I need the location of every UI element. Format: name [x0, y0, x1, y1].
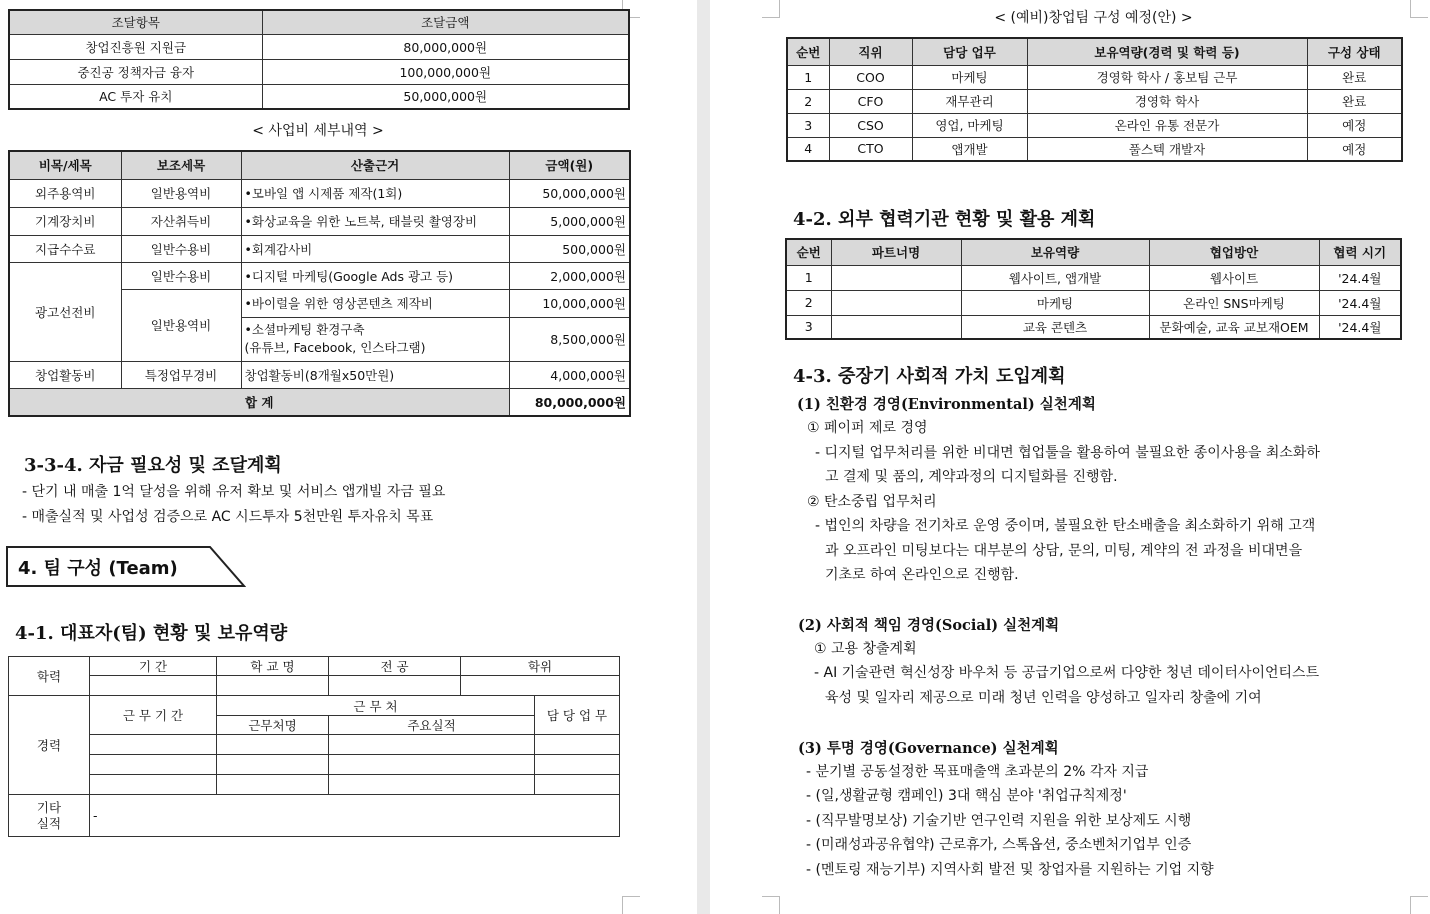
table-cell	[241, 317, 509, 361]
body-text: 기초로 하여 온라인으로 진행함.	[825, 567, 1019, 583]
basis-line: •소셜마케팅 환경구축	[244, 322, 365, 337]
body-text: - (미래성과공유협약) 근로휴가, 스톡옵션, 중소벤처기업부 인증	[806, 837, 1192, 853]
table-header: 담당 업무	[912, 38, 1027, 65]
table-cell: 500,000원	[509, 235, 630, 262]
table-cell: 웹사이트, 앱개발	[961, 265, 1149, 290]
table-cell	[535, 735, 620, 755]
table-header: 순번	[787, 38, 829, 65]
table-cell: 창업활동비(8개월x50만원)	[241, 361, 509, 388]
table-cell	[461, 676, 620, 696]
table-cell	[831, 290, 961, 315]
table-cell: •디지털 마케팅(Google Ads 광고 등)	[241, 262, 509, 289]
table-cell: 온라인 SNS마케팅	[1149, 290, 1319, 315]
table-cell: 창업진흥원 지원금	[9, 34, 262, 59]
table-cell: 특정업무경비	[121, 361, 241, 388]
sub-heading: (1) 친환경 경영(Environmental) 실천계획	[797, 396, 1096, 413]
table-header: 순번	[786, 239, 831, 265]
table-header: 학 교 명	[217, 657, 329, 676]
table-cell: 완료	[1307, 89, 1402, 113]
table-cell: 경영학 학사 / 홍보팀 근무	[1027, 65, 1307, 89]
table-cell: 웹사이트	[1149, 265, 1319, 290]
table-cell: 4	[787, 137, 829, 161]
sub-heading: (3) 투명 경영(Governance) 실천계획	[798, 740, 1059, 757]
table-cell: 외주용역비	[9, 179, 121, 207]
table-header: 담 당 업 무	[535, 696, 620, 735]
table-header: 주요실적	[329, 716, 535, 735]
table-cell	[90, 735, 217, 755]
table-cell	[90, 755, 217, 775]
table-header: 기 간	[90, 657, 217, 676]
table-cell: 기계장치비	[9, 207, 121, 235]
table-cell	[535, 775, 620, 795]
other-achievements-label: 기타 실적	[9, 795, 90, 837]
table-header: 학위	[461, 657, 620, 676]
table-cell: 1	[786, 265, 831, 290]
table-cell: 2,000,000원	[509, 262, 630, 289]
total-label: 합 계	[9, 388, 509, 416]
table-cell: 일반수용비	[121, 262, 241, 289]
table-cell: 영업, 마케팅	[912, 113, 1027, 137]
career-table	[8, 656, 620, 837]
body-text: ① 페이퍼 제로 경영	[807, 420, 928, 436]
table-cell: '24.4월	[1319, 315, 1401, 339]
body-text: 고 결제 및 품의, 계약과정의 디지털화를 진행함.	[825, 469, 1118, 485]
table-cell: 중진공 정책자금 융자	[9, 59, 262, 84]
body-text: - 분기별 공동설정한 목표매출액 초과분의 2% 각자 지급	[806, 764, 1149, 780]
table-header: 보조세목	[121, 151, 241, 179]
table-header: 근무처명	[217, 716, 329, 735]
table-cell	[217, 755, 329, 775]
budget-caption: < 사업비 세부내역 >	[252, 123, 384, 139]
table-header: 협업방안	[1149, 239, 1319, 265]
body-text: - (직무발명보상) 기술기반 연구인력 지원을 위한 보상제도 시행	[806, 813, 1192, 829]
table-cell: •바이럴을 위한 영상콘텐츠 제작비	[241, 289, 509, 317]
table-cell	[329, 775, 535, 795]
education-label: 학력	[9, 657, 90, 696]
table-cell: 일반용역비	[121, 179, 241, 207]
table-header: 보유역량(경력 및 학력 등)	[1027, 38, 1307, 65]
table-cell: 8,500,000원	[509, 317, 630, 361]
table-cell: 3	[786, 315, 831, 339]
table-cell: CTO	[829, 137, 912, 161]
section-heading: 3-3-4. 자금 필요성 및 조달계획	[24, 455, 282, 476]
body-text: - (일,생활균형 캠페인) 3대 핵심 분야 '취업규칙제정'	[806, 788, 1127, 804]
career-label: 경력	[9, 696, 90, 795]
body-text: 육성 및 일자리 제공으로 미래 청년 인력을 양성하고 일자리 창출에 기여	[825, 690, 1262, 706]
table-header: 비목/세목	[9, 151, 121, 179]
table-cell	[90, 676, 217, 696]
table-cell: 10,000,000원	[509, 289, 630, 317]
table-cell: 교육 콘텐츠	[961, 315, 1149, 339]
table-cell: '24.4월	[1319, 265, 1401, 290]
partner-table	[785, 238, 1402, 340]
table-cell: 예정	[1307, 137, 1402, 161]
sub-heading: (2) 사회적 책임 경영(Social) 실천계획	[798, 617, 1060, 634]
table-header: 근 무 처	[217, 696, 535, 716]
table-cell: 3	[787, 113, 829, 137]
basis-line: (유튜브, Facebook, 인스타그램)	[244, 340, 426, 355]
table-cell: COO	[829, 65, 912, 89]
table-cell: 앱개발	[912, 137, 1027, 161]
section-heading: 4-3. 중장기 사회적 가치 도입계획	[793, 366, 1066, 387]
total-amount: 80,000,000원	[509, 388, 630, 416]
table-cell: 2	[787, 89, 829, 113]
table-cell: 예정	[1307, 113, 1402, 137]
table-header: 구성 상태	[1307, 38, 1402, 65]
table-cell: 온라인 유통 전문가	[1027, 113, 1307, 137]
table-cell: 마케팅	[912, 65, 1027, 89]
table-cell	[329, 755, 535, 775]
table-cell	[217, 735, 329, 755]
table-header: 보유역량	[961, 239, 1149, 265]
table-cell: 50,000,000원	[509, 179, 630, 207]
table-cell: 5,000,000원	[509, 207, 630, 235]
table-cell: 완료	[1307, 65, 1402, 89]
table-header: 직위	[829, 38, 912, 65]
table-cell: CFO	[829, 89, 912, 113]
table-cell: 경영학 학사	[1027, 89, 1307, 113]
table-cell: CSO	[829, 113, 912, 137]
table-header: 산출근거	[241, 151, 509, 179]
table-cell: 50,000,000원	[262, 84, 629, 109]
table-cell	[535, 755, 620, 775]
table-cell: 재무관리	[912, 89, 1027, 113]
body-text: - (멘토링 재능기부) 지역사회 발전 및 창업자를 지원하는 기업 지향	[806, 862, 1214, 878]
body-text: - 디지털 업무처리를 위한 비대면 협업툴을 활용하여 불필요한 종이사용을 최소화하	[815, 445, 1320, 461]
table-cell: 지급수수료	[9, 235, 121, 262]
body-text: 과 오프라인 미팅보다는 대부분의 상담, 문의, 미팅, 계약의 전 과정을 비대면을	[825, 543, 1303, 559]
body-text: - 단기 내 매출 1억 달성을 위해 유저 확보 및 서비스 앱개빌 자금 필요	[22, 484, 446, 500]
table-cell: 2	[786, 290, 831, 315]
table-cell: 일반용역비	[121, 289, 241, 361]
table-header: 조달항목	[9, 10, 262, 34]
body-text: - 매출실적 및 사업성 검증으로 AC 시드투자 5천만원 투자유치 목표	[22, 509, 434, 525]
section-heading: 4-2. 외부 협력기관 현황 및 활용 계획	[793, 209, 1096, 230]
table-cell	[90, 775, 217, 795]
table-cell: 100,000,000원	[262, 59, 629, 84]
table-cell: -	[90, 795, 620, 837]
team-banner-title: 4. 팀 구성 (Team)	[18, 558, 178, 579]
table-cell: •모바일 앱 시제품 제작(1회)	[241, 179, 509, 207]
document-page-right	[710, 0, 1430, 914]
table-cell: 마케팅	[961, 290, 1149, 315]
table-cell: 4,000,000원	[509, 361, 630, 388]
table-cell: 일반수용비	[121, 235, 241, 262]
table-cell: 광고선전비	[9, 262, 121, 361]
table-cell: •화상교육을 위한 노트북, 태블릿 촬영장비	[241, 207, 509, 235]
body-text: - 법인의 차량을 전기차로 운영 중이며, 불필요한 탄소배출을 최소화하기 위해 고객	[815, 518, 1316, 534]
table-cell: 문화예술, 교육 교보재OEM	[1149, 315, 1319, 339]
table-cell: AC 투자 유치	[9, 84, 262, 109]
table-cell	[831, 315, 961, 339]
team-caption: < (예비)창업팀 구성 예정(안) >	[994, 10, 1193, 26]
table-cell: 풀스텍 개발자	[1027, 137, 1307, 161]
table-header: 파트너명	[831, 239, 961, 265]
table-header: 근 무 기 간	[90, 696, 217, 735]
table-cell: '24.4월	[1319, 290, 1401, 315]
body-text: - AI 기술관련 혁신성장 바우처 등 공급기업으로써 다양한 청년 데이터사이언티스트	[814, 665, 1320, 681]
document-page-left	[0, 0, 697, 914]
table-cell	[217, 676, 329, 696]
section-heading: 4-1. 대표자(팀) 현황 및 보유역량	[15, 623, 288, 644]
table-cell	[329, 735, 535, 755]
body-text: ② 탄소중립 업무처리	[807, 494, 937, 510]
table-header: 전 공	[329, 657, 461, 676]
budget-table	[8, 150, 631, 417]
table-cell: 1	[787, 65, 829, 89]
table-header: 협력 시기	[1319, 239, 1401, 265]
funding-table	[8, 9, 630, 110]
table-cell: 80,000,000원	[262, 34, 629, 59]
team-table	[786, 37, 1403, 162]
table-cell	[329, 676, 461, 696]
body-text: ① 고용 창출계획	[814, 641, 917, 657]
table-cell: •회계감사비	[241, 235, 509, 262]
table-cell: 자산취득비	[121, 207, 241, 235]
table-header: 조달금액	[262, 10, 629, 34]
table-header: 금액(원)	[509, 151, 630, 179]
table-cell	[831, 265, 961, 290]
table-cell: 창업활동비	[9, 361, 121, 388]
table-cell	[217, 775, 329, 795]
